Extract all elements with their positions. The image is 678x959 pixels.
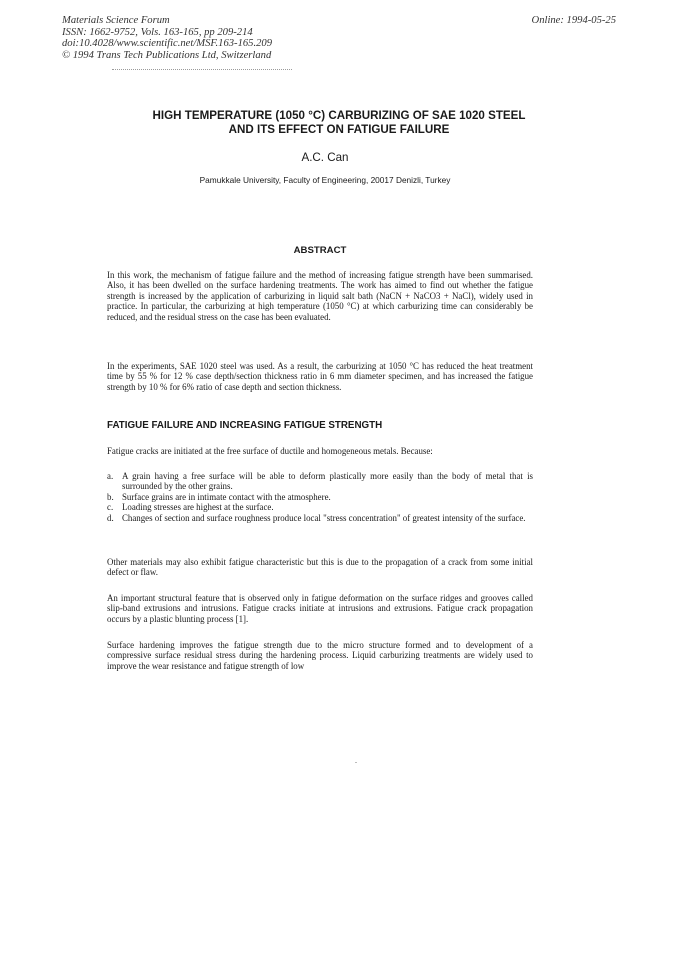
paper-title — [90, 109, 588, 137]
list-item-text: A grain having a free surface will be able to deform plastically more easily than the body of metal that is surrounded by the other grains. — [122, 471, 533, 492]
list-marker: b. — [107, 491, 114, 502]
abstract-paragraph-1 — [107, 270, 533, 322]
list-marker: c. — [107, 502, 114, 513]
section-intro-text: Fatigue cracks are initiated at the free surface of ductile and homogeneous metals. Because: — [107, 446, 433, 456]
author-name: A.C. Can — [301, 151, 349, 164]
doi-link[interactable]: doi:10.4028/www.scientific.net/MSF.163-165.209 — [62, 38, 272, 50]
abstract-text-1: In this work, the mechanism of fatigue failure and the method of increasing fatigue strength have been summarised. Also, it has been dwelled on the surface hardening treatments. The work has aimed to find out whether the fatigue strength is increased by the application of carburizing in liquid salt bath (NaCN + NaCO3 + NaCl), widely used in practice. In particular, the carburizing at high temperature (1050 °C) at which carburizing time can considerably be reduced, and the residual stress on the case has been evaluated. — [107, 270, 533, 322]
list-item-text: Changes of section and surface roughness produce local "stress concentration" of greatest intensity of the surface. — [122, 512, 526, 523]
list-item-text: Surface grains are in intimate contact with the atmosphere. — [122, 491, 331, 502]
list-item — [107, 502, 533, 512]
scan-speck — [355, 762, 357, 763]
list-item — [107, 471, 533, 492]
author-affiliation: Pamukkale University, Faculty of Engineering, 20017 Denizli, Turkey — [199, 175, 451, 185]
paragraph-text: An important structural feature that is observed only in fatigue deformation on the surface ridges and grooves called slip-band extrusions and intrusions. Fatigue cracks initiate at intrusions and extrusions. Fatigue crack propagation occurs by a plastic blunting process [1]. — [107, 593, 533, 624]
list-item-text: Loading stresses are highest at the surface. — [122, 502, 274, 513]
abstract-paragraph-2 — [107, 361, 533, 392]
abstract-heading: ABSTRACT — [293, 245, 347, 256]
paragraph-text: Other materials may also exhibit fatigue characteristic but this is due to the propagation of a crack from some initial defect or flaw. — [107, 557, 533, 578]
journal-metadata — [62, 15, 272, 61]
paragraph-structural-feature — [107, 593, 533, 624]
abstract-text-2: In the experiments, SAE 1020 steel was used. As a result, the carburizing at 1050 °C has reduced the heat treatment time by 55 % for 12 % case depth/section thickness ratio in 6 mm diameter specimen, and has increased the fatigue strength by 10 % for 6% ratio of case depth and section thickness. — [107, 361, 533, 392]
section-intro — [107, 446, 533, 456]
title-line-1: HIGH TEMPERATURE (1050 °C) CARBURIZING OF SAE 1020 STEEL — [152, 109, 526, 122]
issn-line: ISSN: 1662-9752, Vols. 163-165, pp 209-214 — [62, 26, 253, 38]
list-marker: d. — [107, 512, 114, 523]
list-marker: a. — [107, 471, 114, 481]
copyright-line: © 1994 Trans Tech Publications Ltd, Switzerland — [62, 49, 272, 61]
paragraph-text: Surface hardening improves the fatigue strength due to the micro structure formed and to development of a compressive surface residual stress during the hardening process. Liquid carburizing treatments are widely used to improve the wear resistance and fatigue strength of low — [107, 640, 533, 671]
online-date: Online: 1994-05-25 — [531, 15, 616, 26]
paragraph-other-materials — [107, 557, 533, 578]
title-line-2: AND ITS EFFECT ON FATIGUE FAILURE — [228, 123, 450, 136]
section-heading-fatigue: FATIGUE FAILURE AND INCREASING FATIGUE STRENGTH — [107, 420, 383, 431]
list-item — [107, 492, 533, 502]
list-item — [107, 513, 533, 523]
paragraph-surface-hardening — [107, 640, 533, 671]
faint-scan-artifact — [112, 69, 292, 73]
journal-name: Materials Science Forum — [62, 15, 170, 26]
reasons-list — [107, 471, 533, 523]
